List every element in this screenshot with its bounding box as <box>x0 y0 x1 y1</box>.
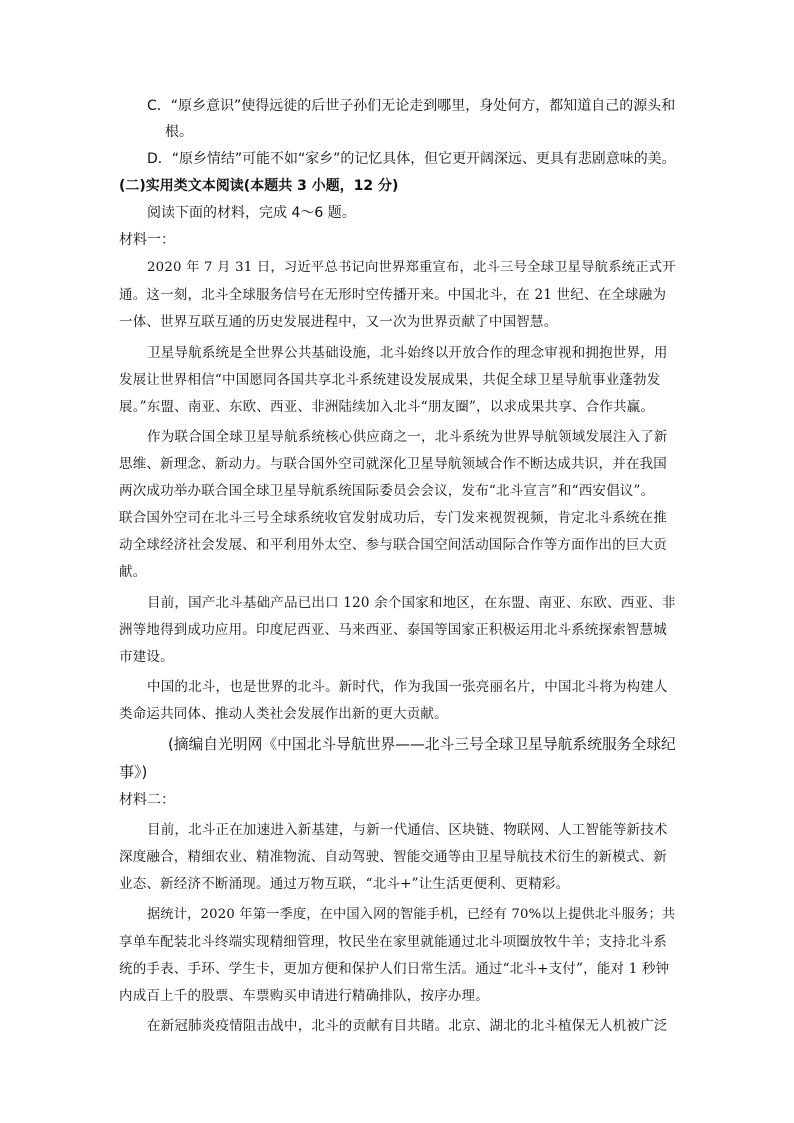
section-heading: (二)实用类文本阅读(本题共 3 小题，12 分) <box>119 178 399 194</box>
option-c-line2: 根。 <box>165 124 193 140</box>
material1-line: 2020 年 7 月 31 日，习近平总书记向世界郑重宣布，北斗三号全球卫星导航系统正式开 <box>147 260 676 275</box>
material1-line: 发展让世界相信“中国愿同各国共享北斗系统建设发展成果，共促全球卫星导航事业蓬勃发 <box>119 372 661 388</box>
material1-line: 作为联合国全球卫星导航系统核心供应商之一，北斗系统为世界导航领域发展注入了新 <box>147 429 668 445</box>
material1-line: 通。这一刻，北斗全球服务信号在无形时空传播开来。中国北斗，在 21 世纪、在全球融为 <box>119 287 667 303</box>
material1-line: 类命运共同体、推动人类社会发展作出新的更大贡献。 <box>119 706 448 722</box>
material1-line: 中国的北斗，也是世界的北斗。新时代，作为我国一张亮丽名片，中国北斗将为构建人 <box>147 679 668 695</box>
material1-line: 市建设。 <box>119 649 174 665</box>
material1-line: 两次成功举办联合国全球卫星导航系统国际委员会会议，发布“北斗宣言”和“西安倡议”。 <box>119 483 655 499</box>
option-d-line: D．“原乡情结”可能不如“家乡”的记忆具体，但它更开阔深远、更具有悲剧意味的美。 <box>147 151 676 167</box>
material1-line: 一体、世界互联互通的历史发展进程中，又一次为世界贡献了中国智慧。 <box>119 314 558 330</box>
material1-line: 献。 <box>119 564 147 580</box>
material1-line: 联合国外空司在北斗三号全球系统收官发射成功后，专门发来视贺视频，肯定北斗系统在推 <box>119 510 667 526</box>
material2-label: 材料二： <box>119 792 175 808</box>
material2-line: 目前，北斗正在加速进入新基建，与新一代通信、区块链、物联网、人工智能等新技术 <box>147 822 668 838</box>
material1-line: 思维、新理念、新动力。与联合国外空司就深化卫星导航领域合作不断达成共识，并在我国 <box>119 456 667 472</box>
material1-label: 材料一： <box>119 232 175 248</box>
material2-line: 业态、新经济不断涌现。通过万物互联，“北斗+”让生活更便利、更精彩。 <box>119 876 570 892</box>
material2-line: 享单车配装北斗终端实现精细管理，牧民坐在家里就能通过北斗项圈放牧牛羊；支持北斗系 <box>119 934 667 950</box>
material2-line: 统的手表、手环、学生卡，更加方便和保护人们日常生活。通过“北斗+支付”，能对 1 秒钟 <box>119 961 670 977</box>
material1-line: 展。”东盟、南亚、东欧、西亚、非洲陆续加入北斗“朋友圈”，以求成果共享、合作共赢。 <box>119 399 655 415</box>
material2-line: 内成百上千的股票、车票购买申请进行精确排队，按序办理。 <box>119 988 489 1004</box>
material1-line: 卫星导航系统是全世界公共基础设施，北斗始终以开放合作的理念审视和拥抱世界，用 <box>147 345 668 361</box>
section-instruction: 阅读下面的材料，完成 4～6 题。 <box>147 205 356 221</box>
material2-line: 深度融合，精细农业、精准物流、自动驾驶、智能交通等由卫星导航技术衍生的新模式、新 <box>119 849 667 865</box>
material2-line: 据统计，2020 年第一季度，在中国入网的智能手机，已经有 70%以上提供北斗服务；共 <box>147 907 676 922</box>
material1-line: 动全球经济社会发展、和平利用外太空、参与联合国空间活动国际合作等方面作出的巨大贡 <box>119 537 667 553</box>
material1-source-line2: 事》) <box>119 763 148 781</box>
option-c-line1: C．“原乡意识”使得远徙的后世子孙们无论走到哪里，身处何方，都知道自己的源头和 <box>147 98 676 114</box>
material1-line: 目前，国产北斗基础产品已出口 120 余个国家和地区，在东盟、南亚、东欧、西亚、非 <box>147 595 676 611</box>
material2-line: 在新冠肺炎疫情阻击战中，北斗的贡献有目共睹。北京、湖北的北斗植保无人机被广泛 <box>147 1018 668 1034</box>
material1-source-line1: (摘编自光明网《中国北斗导航世界——北斗三号全球卫星导航系统服务全球纪 <box>168 736 676 753</box>
material1-line: 洲等地得到成功应用。印度尼西亚、马来西亚、泰国等国家正积极运用北斗系统探索智慧城 <box>119 622 667 638</box>
